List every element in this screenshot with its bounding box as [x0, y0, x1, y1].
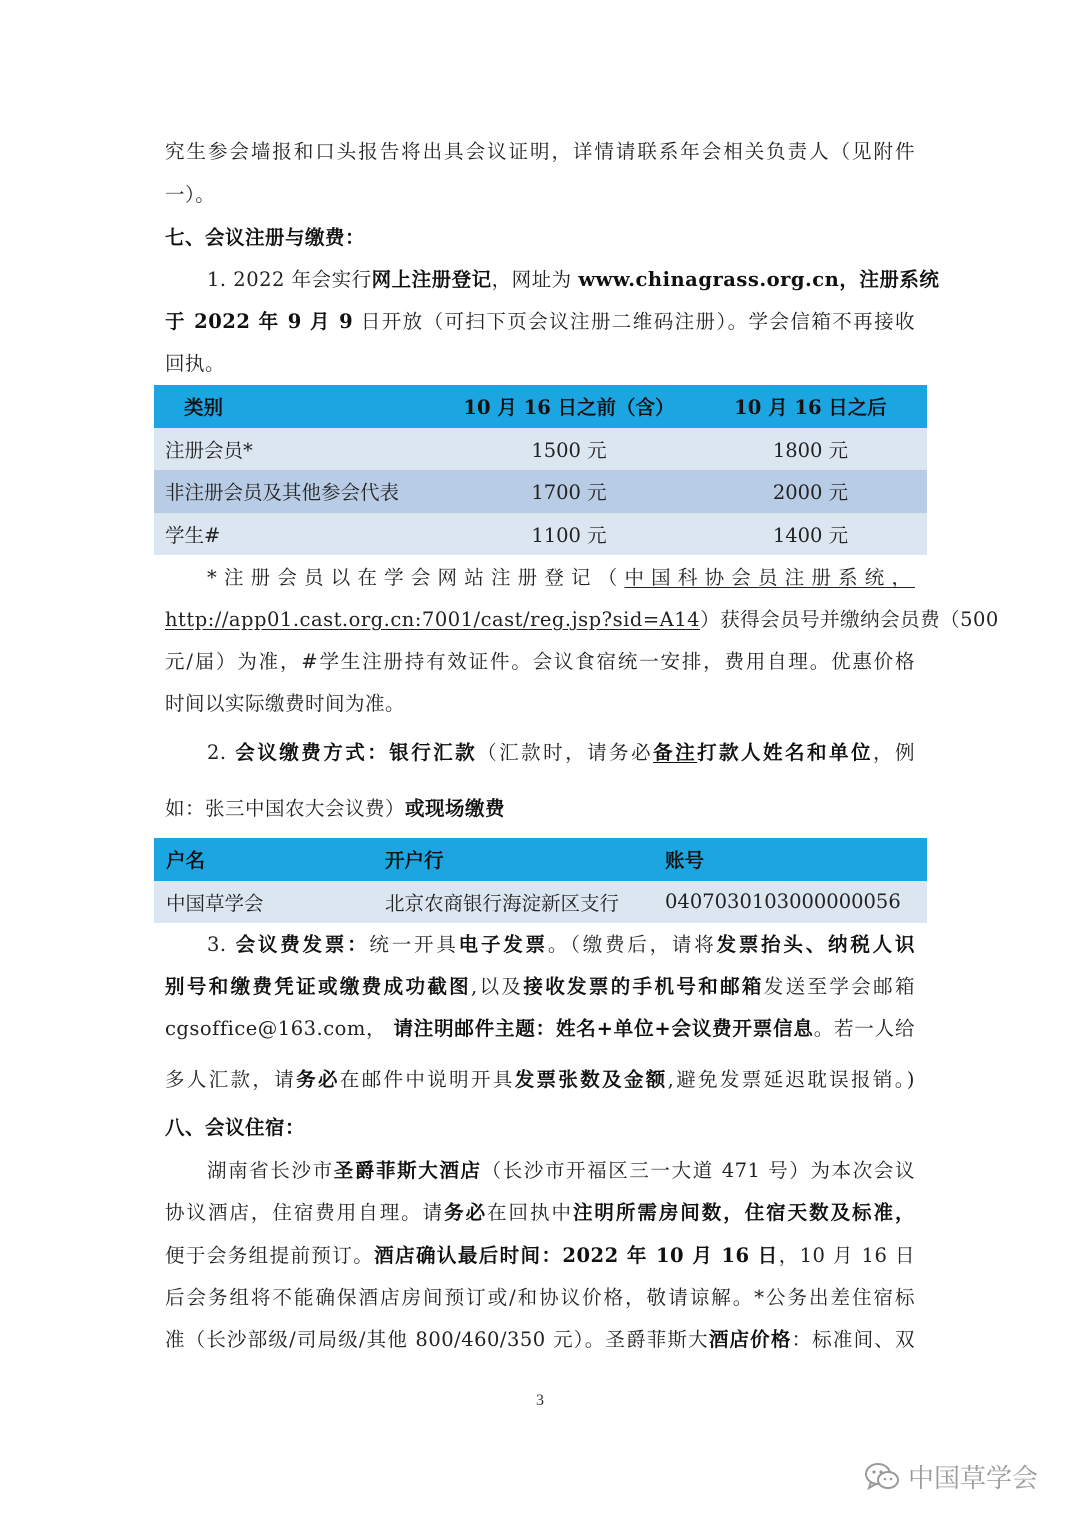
table-cell: 1500 元 [444, 428, 694, 471]
item-1-line: 1. 2022 年会实行网上注册登记，网址为 www.chinagrass.org.cn，注册系统 [207, 268, 940, 291]
section-7-title: 七、会议注册与缴费： [165, 226, 366, 249]
item-1-line: 于 2022 年 9 月 9 日开放（可扫下页会议注册二维码注册）。学会信箱不再接收 [165, 310, 915, 333]
table-cell: 学生# [154, 513, 444, 556]
wechat-icon [864, 1461, 900, 1493]
note-line: http://app01.cast.org.cn:7001/cast/reg.jsp?sid=A14）获得会员号并缴纳会员费（500 [165, 608, 999, 631]
item-3-line: 别号和缴费凭证或缴费成功截图,以及接收发票的手机号和邮箱发送至学会邮箱 [165, 975, 915, 998]
item-2-line: 2. 会议缴费方式：银行汇款（汇款时，请务必备注打款人姓名和单位，例 [207, 741, 915, 764]
table-header: 10 月 16 日之后 [694, 385, 927, 428]
table-header: 10 月 16 日之前（含） [444, 385, 694, 428]
table-header-row [154, 838, 927, 881]
table-cell: 1400 元 [694, 513, 927, 556]
table-cell: 北京农商银行海淀新区支行 [385, 881, 665, 924]
table-header: 类别 [154, 385, 444, 428]
item-3-line: 多人汇款，请务必在邮件中说明开具发票张数及金额,避免发票延迟耽误报销。) [165, 1068, 915, 1091]
item-3-line: 3. 会议费发票：统一开具电子发票。（缴费后，请将发票抬头、纳税人识 [207, 933, 915, 956]
table-cell: 0407030103000000056 [665, 881, 927, 924]
item-1-line: 回执。 [165, 352, 226, 375]
registration-fee-table [154, 385, 927, 555]
section-8-title: 八、会议住宿： [165, 1116, 306, 1139]
table-row [154, 428, 927, 471]
section-8-line: 准（长沙部级/司局级/其他 800/460/350 元）。圣爵菲斯大酒店价格：标准间、双 [165, 1328, 915, 1351]
note-line: *注册会员以在学会网站注册登记（中国科协会员注册系统， [207, 566, 915, 589]
registration-url-link[interactable]: http://app01.cast.org.cn:7001/cast/reg.jsp?sid=A14 [165, 608, 701, 631]
table-cell: 1800 元 [694, 428, 927, 471]
wechat-watermark [864, 1458, 1038, 1495]
item-2-line: 如：张三中国农大会议费）或现场缴费 [165, 797, 506, 820]
table-cell: 1700 元 [444, 470, 694, 513]
table-row [154, 470, 927, 513]
section-8-line: 后会务组将不能确保酒店房间预订或/和协议价格，敬请谅解。*公务出差住宿标 [165, 1286, 915, 1309]
note-line: 时间以实际缴费时间为准。 [165, 692, 406, 715]
item-3-line: cgsoffice@163.com， 请注明邮件主题：姓名+单位+会议费开票信息。若一人给 [165, 1017, 915, 1040]
table-cell: 中国草学会 [154, 881, 385, 924]
bank-account-table [154, 838, 927, 923]
table-row [154, 513, 927, 556]
paragraph-line: 究生参会墙报和口头报告将出具会议证明，详情请联系年会相关负责人（见附件 [165, 140, 915, 163]
member-system-link[interactable]: 中国科协会员注册系统， [624, 566, 915, 589]
table-cell: 2000 元 [694, 470, 927, 513]
section-8-line: 便于会务组提前预订。酒店确认最后时间：2022 年 10 月 16 日，10 月 16 日 [165, 1244, 915, 1267]
table-cell: 非注册会员及其他参会代表 [154, 470, 444, 513]
table-header-row [154, 385, 927, 428]
table-header: 开户行 [385, 838, 665, 881]
section-8-line: 协议酒店，住宿费用自理。请务必在回执中注明所需房间数，住宿天数及标准， [165, 1201, 915, 1224]
note-line: 元/届）为准，#学生注册持有效证件。会议食宿统一安排，费用自理。优惠价格 [165, 650, 915, 673]
section-8-line: 湖南省长沙市圣爵菲斯大酒店（长沙市开福区三一大道 471 号）为本次会议 [207, 1159, 915, 1182]
table-header: 账号 [665, 838, 927, 881]
table-header: 户名 [154, 838, 385, 881]
table-cell: 1100 元 [444, 513, 694, 556]
watermark-text: 中国草学会 [908, 1464, 1039, 1494]
table-cell: 注册会员* [154, 428, 444, 471]
page-number: 3 [536, 1392, 544, 1409]
table-row [154, 881, 927, 924]
paragraph-line: 一）。 [165, 183, 216, 206]
email-address: cgsoffice@163.com， [165, 1017, 394, 1040]
